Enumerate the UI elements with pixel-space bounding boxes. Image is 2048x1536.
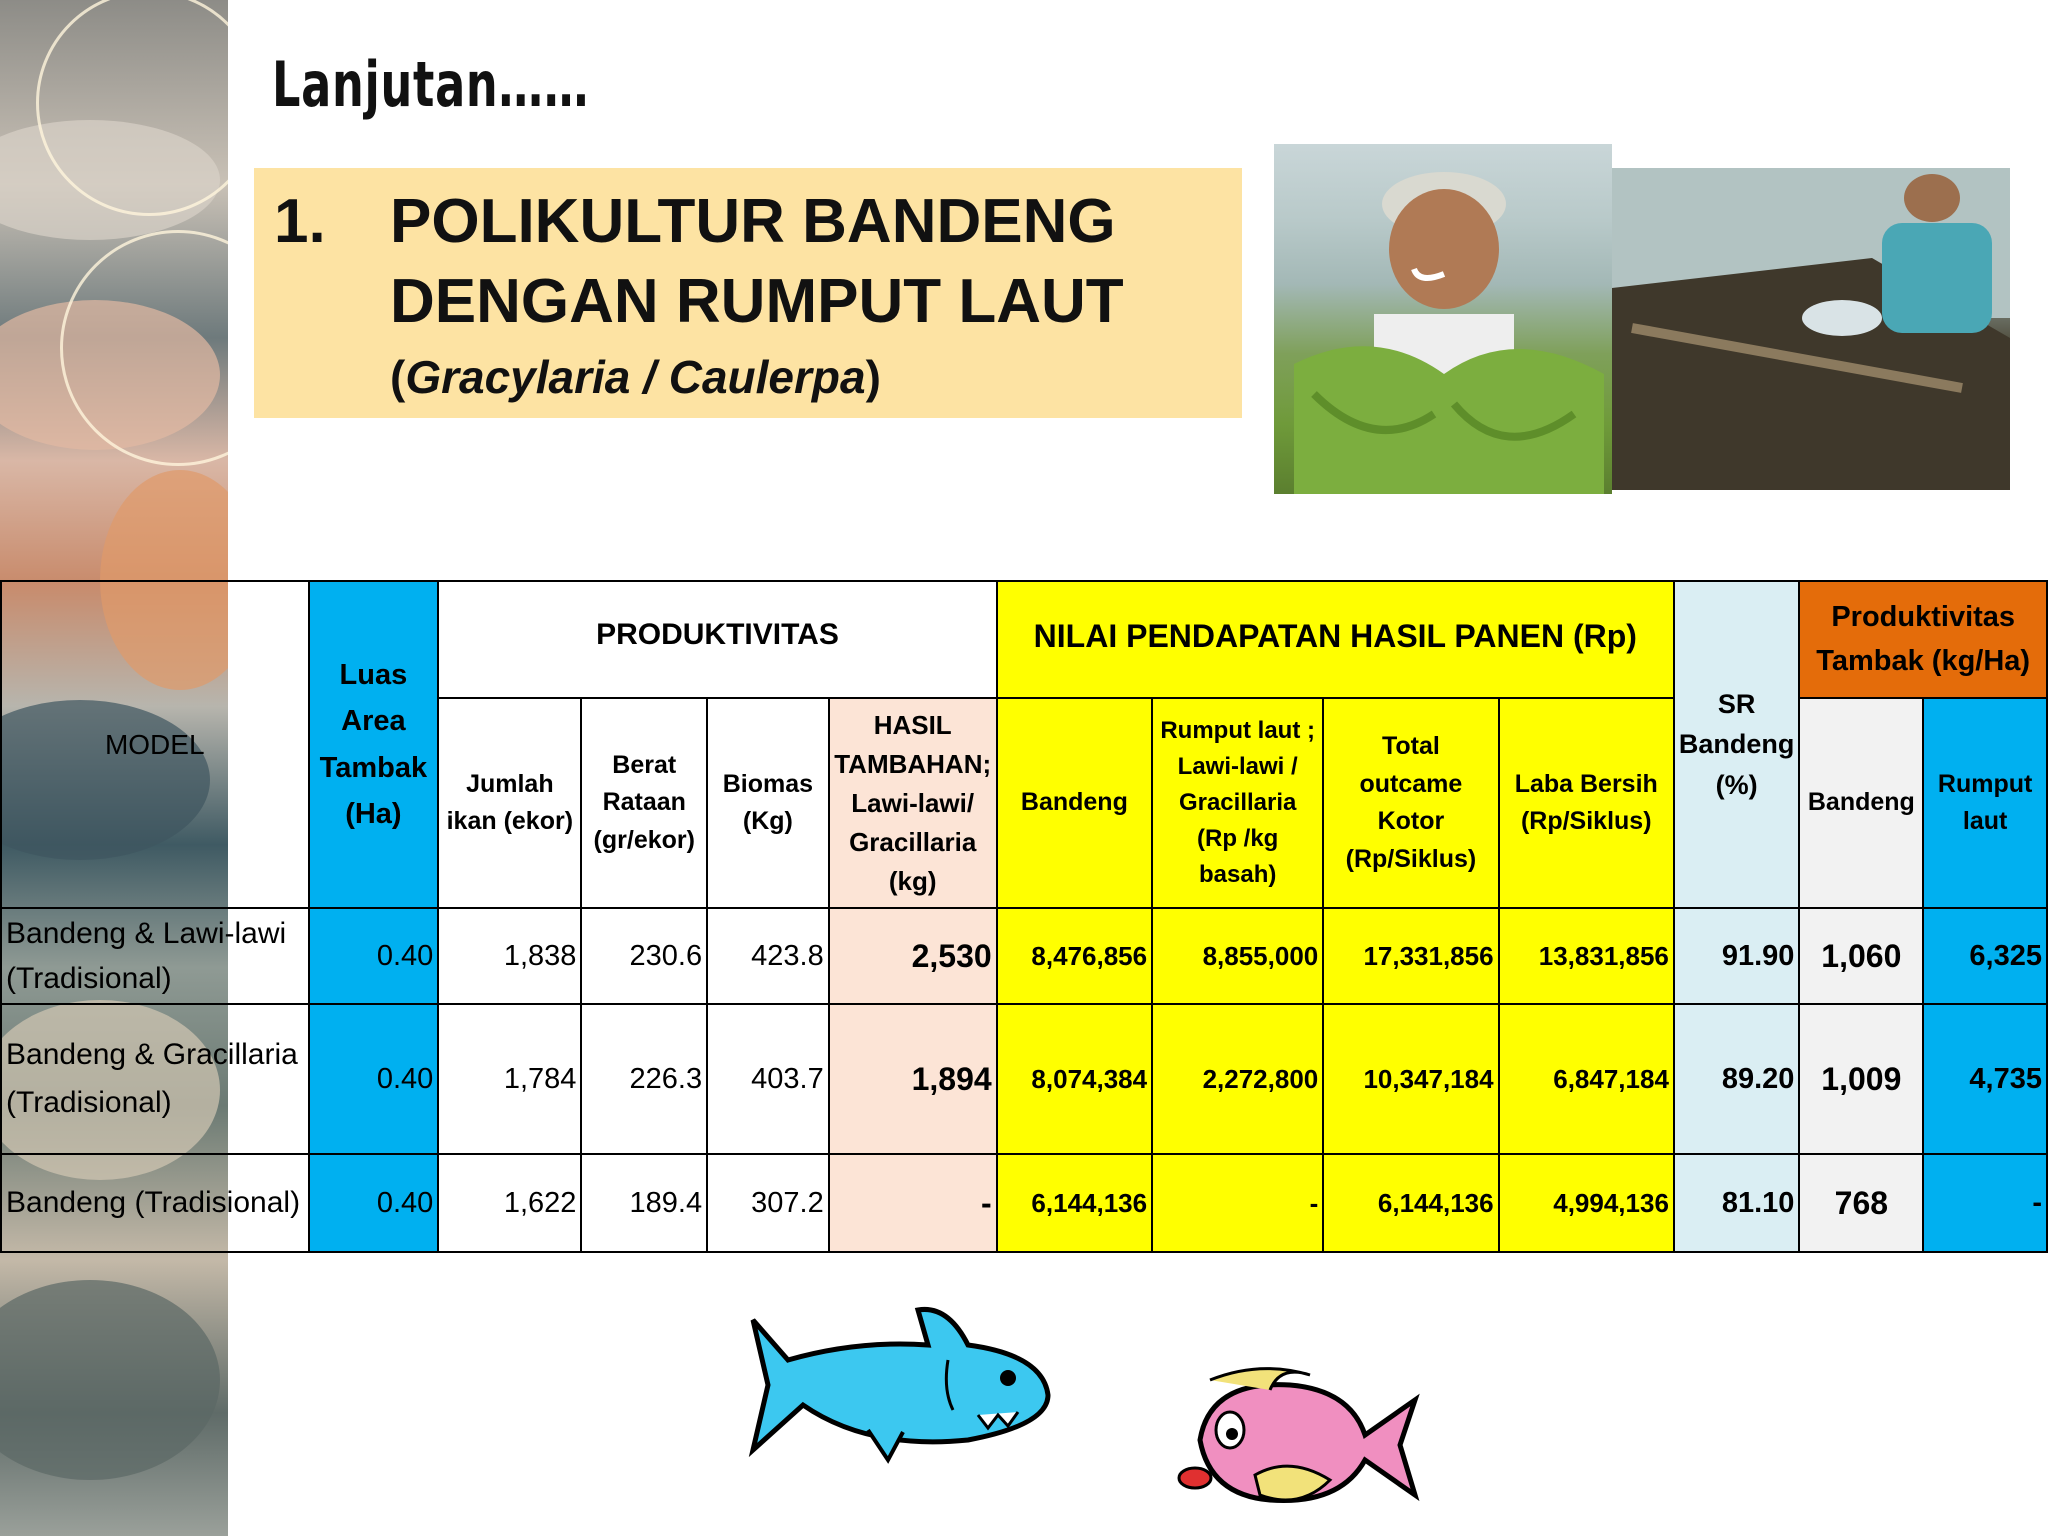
cell-model: Bandeng (Tradisional) xyxy=(1,1154,309,1252)
cell-berat: 230.6 xyxy=(581,908,707,1004)
cell-hasil: - xyxy=(829,1154,997,1252)
cell-sr: 81.10 xyxy=(1674,1154,1800,1252)
header-hasil-tambahan: HASIL TAMBAHAN; Lawi-lawi/ Gracillaria (kg) xyxy=(829,698,997,908)
cell-jumlah: 1,622 xyxy=(438,1154,581,1252)
table-row xyxy=(1,1154,2047,1252)
table-row xyxy=(1,908,2047,1004)
header-rumput-laut-rp: Rumput laut ; Lawi-lawi / Gracillaria (Rp /kg basah) xyxy=(1152,698,1323,908)
page-title: Lanjutan…… xyxy=(272,48,590,121)
banner-line-2: DENGAN RUMPUT LAUT xyxy=(390,267,1124,336)
cell-bandeng-rp: 8,074,384 xyxy=(997,1004,1152,1154)
header-produktivitas: PRODUKTIVITAS xyxy=(438,581,996,698)
header-model: MODEL xyxy=(1,581,309,908)
header-total-outcame: Total outcame Kotor (Rp/Siklus) xyxy=(1323,698,1498,908)
header-produktivitas-tambak: Produktivitas Tambak (kg/Ha) xyxy=(1799,581,2047,698)
table-row xyxy=(1,1004,2047,1154)
pink-fish-illustration xyxy=(1170,1360,1420,1520)
section-number: 1. xyxy=(274,187,326,256)
cell-luas: 0.40 xyxy=(309,1154,439,1252)
cell-rumput-rp: 2,272,800 xyxy=(1152,1004,1323,1154)
cell-rumput-rp: - xyxy=(1152,1154,1323,1252)
cell-biomas: 403.7 xyxy=(707,1004,829,1154)
header-bandeng-rp: Bandeng xyxy=(997,698,1152,908)
header-sr-bandeng: SR Bandeng (%) xyxy=(1674,581,1800,908)
cell-berat: 189.4 xyxy=(581,1154,707,1252)
header-biomas: Biomas (Kg) xyxy=(707,698,829,908)
cell-berat: 226.3 xyxy=(581,1004,707,1154)
cell-pt-bandeng: 1,060 xyxy=(1799,908,1923,1004)
cell-bandeng-rp: 6,144,136 xyxy=(997,1154,1152,1252)
cell-hasil: 1,894 xyxy=(829,1004,997,1154)
banner-line-1: POLIKULTUR BANDENG xyxy=(390,187,1116,256)
cell-luas: 0.40 xyxy=(309,1004,439,1154)
cell-pt-rumput: - xyxy=(1923,1154,2047,1252)
header-berat-rataan: Berat Rataan (gr/ekor) xyxy=(581,698,707,908)
cell-hasil: 2,530 xyxy=(829,908,997,1004)
header-jumlah-ikan: Jumlah ikan (ekor) xyxy=(438,698,581,908)
data-table xyxy=(0,580,2048,1253)
cell-sr: 91.90 xyxy=(1674,908,1800,1004)
header-laba-bersih: Laba Bersih (Rp/Siklus) xyxy=(1499,698,1674,908)
cell-jumlah: 1,838 xyxy=(438,908,581,1004)
farmer-holding-seaweed-photo xyxy=(1274,144,1612,494)
worker-seaweed-raft-photo xyxy=(1612,168,2010,490)
blue-shark-illustration xyxy=(748,1300,1058,1470)
cell-biomas: 307.2 xyxy=(707,1154,829,1252)
banner-line-3: (Gracylaria / Caulerpa) xyxy=(390,351,881,403)
cell-luas: 0.40 xyxy=(309,908,439,1004)
cell-total: 6,144,136 xyxy=(1323,1154,1498,1252)
cell-pt-rumput: 6,325 xyxy=(1923,908,2047,1004)
cell-total: 17,331,856 xyxy=(1323,908,1498,1004)
cell-pt-bandeng: 768 xyxy=(1799,1154,1923,1252)
header-luas: Luas Area Tambak (Ha) xyxy=(309,581,439,908)
cell-bandeng-rp: 8,476,856 xyxy=(997,908,1152,1004)
cell-model: Bandeng & Gracillaria (Tradisional) xyxy=(1,1004,309,1154)
header-pt-bandeng: Bandeng xyxy=(1799,698,1923,908)
cell-jumlah: 1,784 xyxy=(438,1004,581,1154)
cell-laba: 13,831,856 xyxy=(1499,908,1674,1004)
cell-pt-bandeng: 1,009 xyxy=(1799,1004,1923,1154)
cell-laba: 4,994,136 xyxy=(1499,1154,1674,1252)
cell-biomas: 423.8 xyxy=(707,908,829,1004)
cell-model: Bandeng & Lawi-lawi (Tradisional) xyxy=(1,908,309,1004)
cell-total: 10,347,184 xyxy=(1323,1004,1498,1154)
section-banner xyxy=(254,168,1242,418)
cell-laba: 6,847,184 xyxy=(1499,1004,1674,1154)
cell-rumput-rp: 8,855,000 xyxy=(1152,908,1323,1004)
header-pt-rumput-laut: Rumput laut xyxy=(1923,698,2047,908)
cell-pt-rumput: 4,735 xyxy=(1923,1004,2047,1154)
cell-sr: 89.20 xyxy=(1674,1004,1800,1154)
header-nilai-pendapatan: NILAI PENDAPATAN HASIL PANEN (Rp) xyxy=(997,581,1674,698)
